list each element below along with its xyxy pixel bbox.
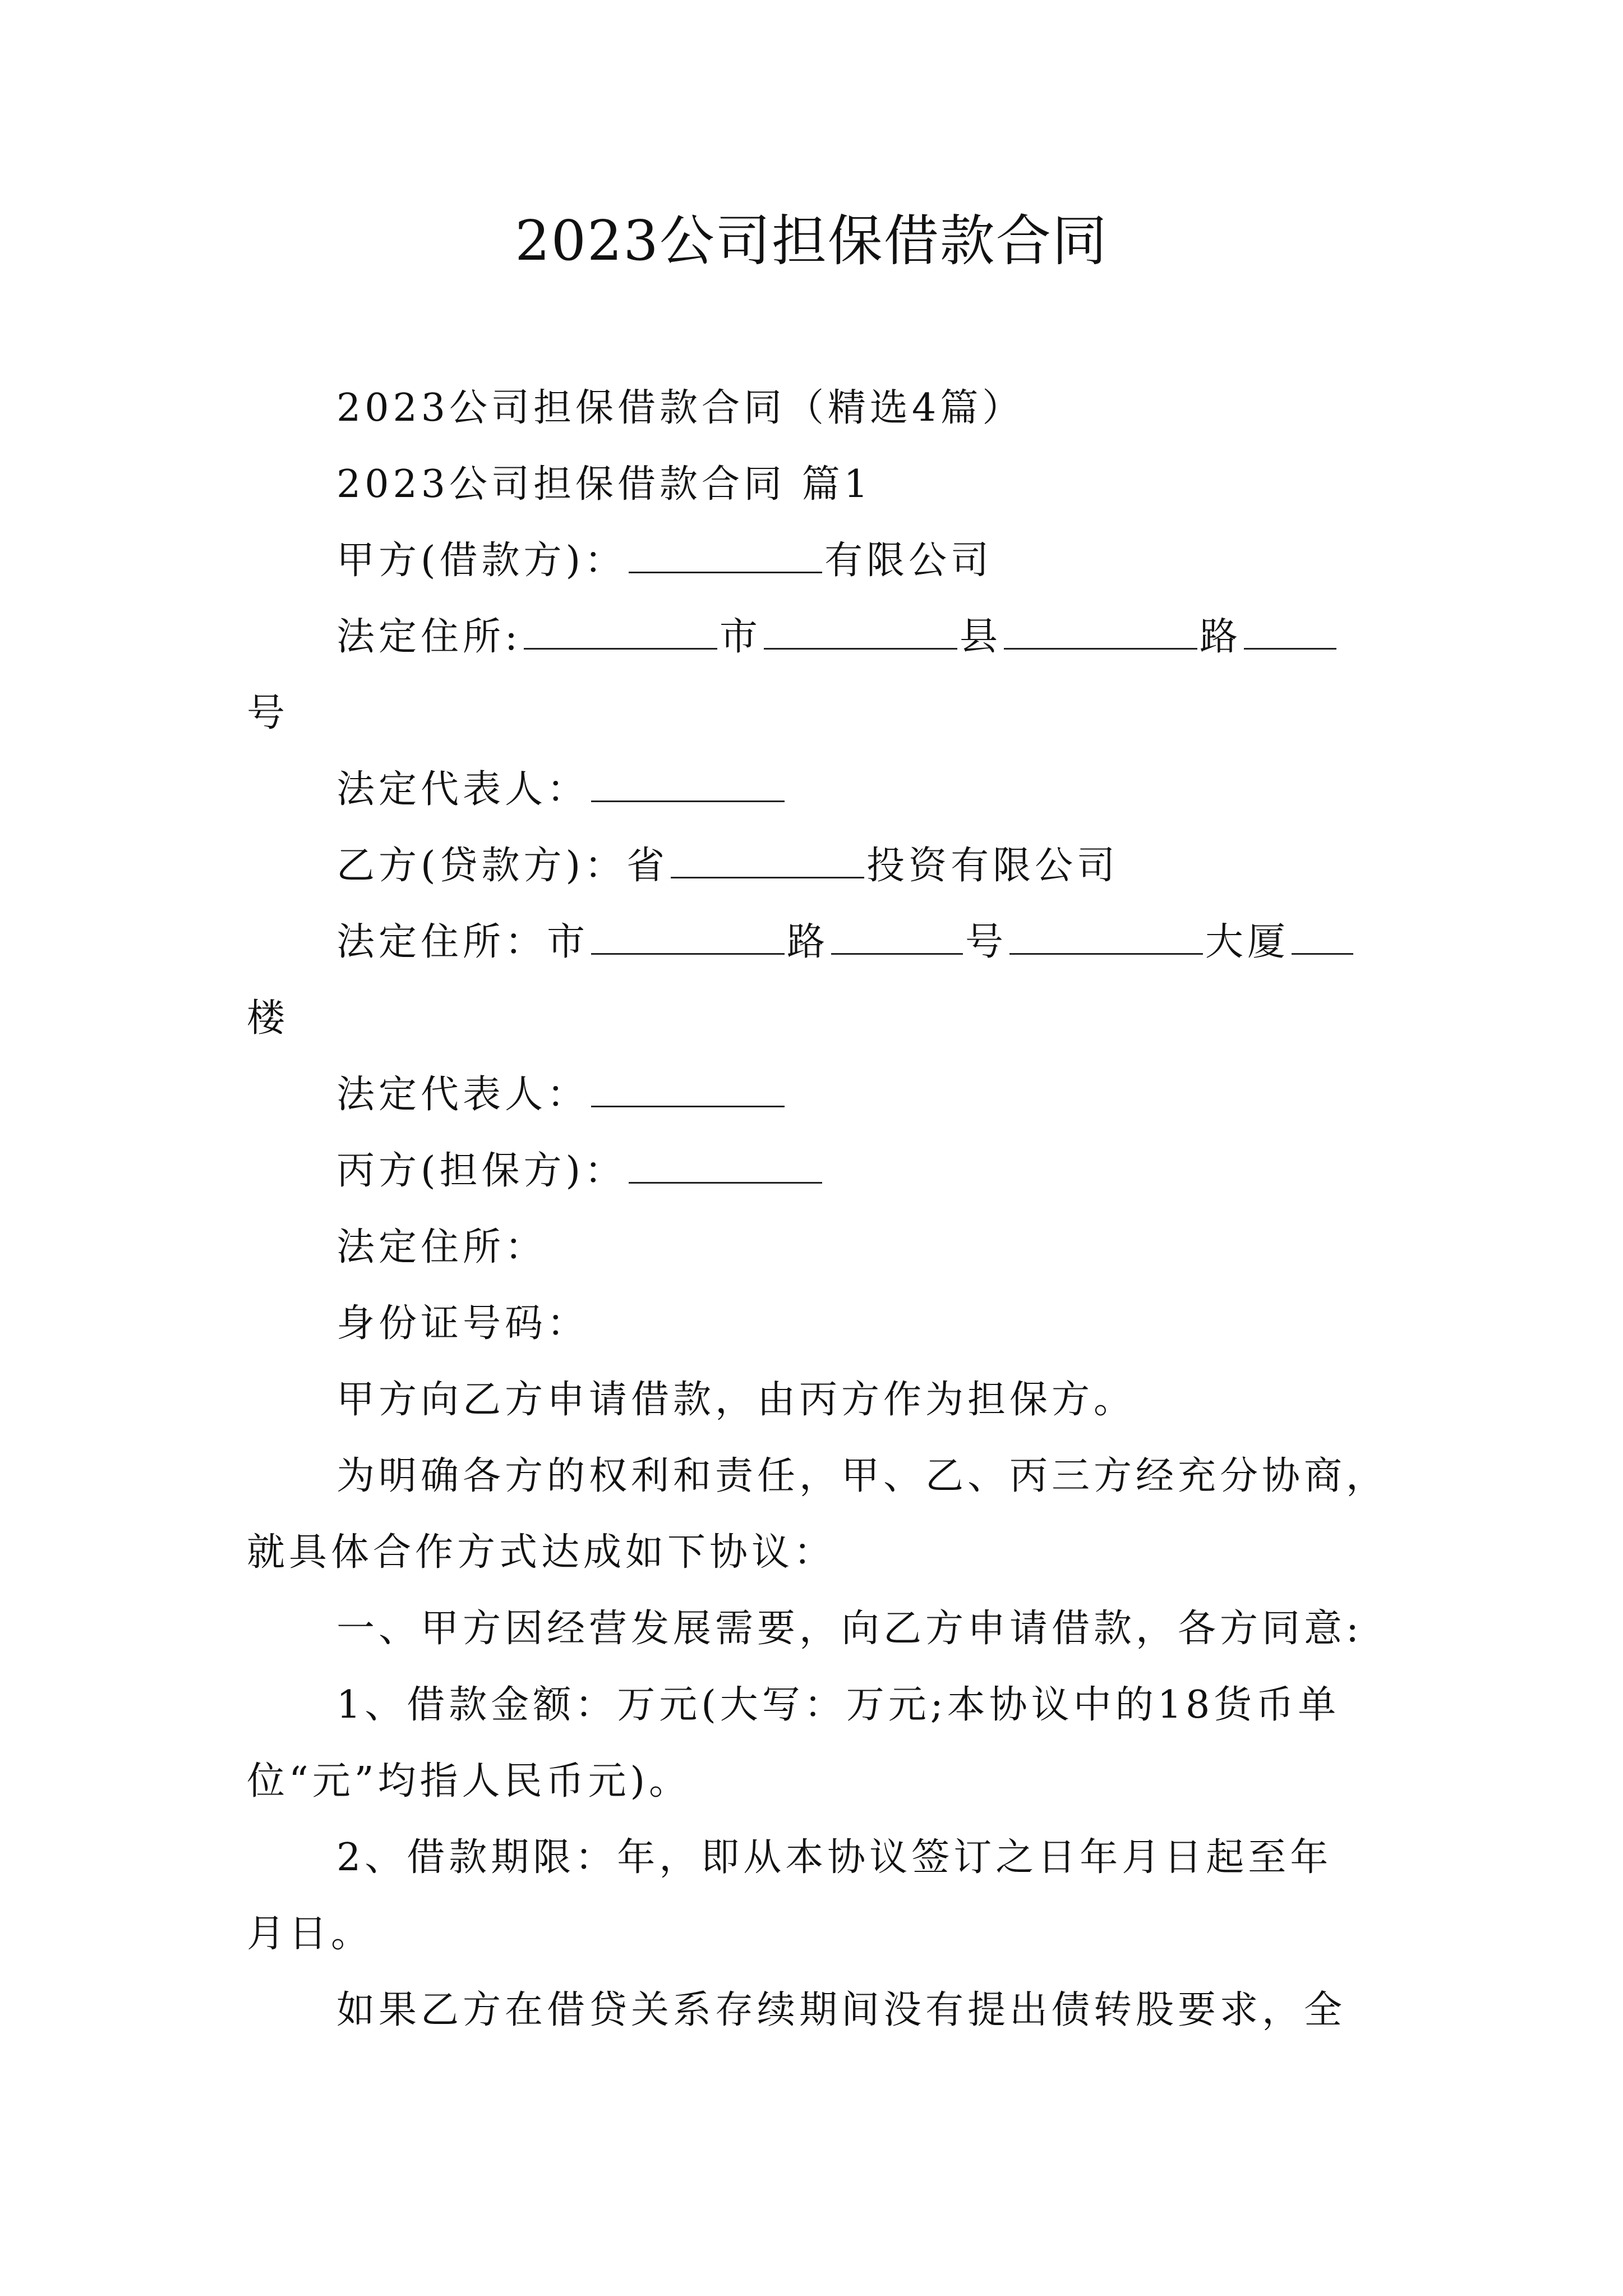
blank-field [591, 918, 785, 955]
clause-line: 2、借款期限：年，即从本协议签订之日年月日起至年 [336, 1835, 1332, 1880]
section-heading: 2023公司担保借款合同 篇1 [336, 462, 872, 507]
blank-field [629, 537, 822, 573]
party-b-label: 乙方(贷款方)：省 [336, 844, 669, 888]
address-label: 法定住所：市 [336, 920, 589, 964]
address-city: 市 [719, 615, 762, 659]
party-a-address-line [247, 599, 1391, 675]
blank-field [1244, 613, 1336, 650]
party-c-address-line: 法定住所： [336, 1225, 547, 1269]
blank-field [671, 842, 864, 878]
party-c-line [247, 1133, 1391, 1209]
paragraph-line: 如果乙方在借贷关系存续期间没有提出债转股要求，全 [336, 1988, 1347, 2032]
subtitle-line: 2023公司担保借款合同（精选4篇） [336, 386, 1025, 430]
document-body [247, 370, 1391, 2049]
party-b-suffix: 投资有限公司 [866, 844, 1119, 888]
address-county: 县 [959, 615, 1002, 659]
party-b-address-line [247, 904, 1391, 981]
blank-field [1009, 918, 1203, 955]
address-floor-line: 楼 [247, 996, 289, 1041]
paragraph-line: 就具体合作方式达成如下协议： [247, 1530, 836, 1575]
party-a-rep-line [247, 752, 1391, 828]
address-number: 号 [965, 920, 1008, 964]
party-c-label: 丙方(担保方)： [336, 1149, 627, 1193]
address-building: 大厦 [1205, 920, 1290, 964]
party-a-label: 甲方(借款方)： [336, 539, 627, 583]
id-number-line: 身份证号码： [336, 1301, 589, 1346]
blank-field [591, 1071, 785, 1107]
blank-field [629, 1147, 822, 1184]
blank-field [1292, 918, 1353, 955]
clause-line: 位“元”均指人民币元)。 [247, 1759, 691, 1803]
blank-field [524, 613, 717, 650]
party-b-line [247, 828, 1391, 904]
blank-field [591, 766, 785, 802]
address-label: 法定住所: [336, 615, 522, 659]
party-a-suffix: 有限公司 [824, 539, 993, 583]
document-title: 2023公司担保借款合同 [515, 209, 1108, 273]
blank-field [764, 613, 957, 650]
paragraph-line: 甲方向乙方申请借款，由丙方作为担保方。 [336, 1378, 1136, 1422]
rep-label: 法定代表人： [336, 767, 589, 812]
clause-line: 1、借款金额：万元(大写：万元;本协议中的18货币单 [336, 1683, 1340, 1727]
paragraph-line: 为明确各方的权利和责任，甲、乙、丙三方经充分协商， [336, 1454, 1389, 1498]
address-road: 路 [787, 920, 829, 964]
address-number-line: 号 [247, 691, 289, 735]
rep-label: 法定代表人： [336, 1073, 589, 1117]
clause-line: 月日。 [247, 1912, 374, 1956]
blank-field [831, 918, 963, 955]
party-b-rep-line [247, 1057, 1391, 1133]
address-road: 路 [1199, 615, 1242, 659]
clause-heading: 一、甲方因经营发展需要，向乙方申请借款，各方同意: [336, 1607, 1363, 1651]
blank-field [1004, 613, 1197, 650]
party-a-line [247, 523, 1391, 599]
